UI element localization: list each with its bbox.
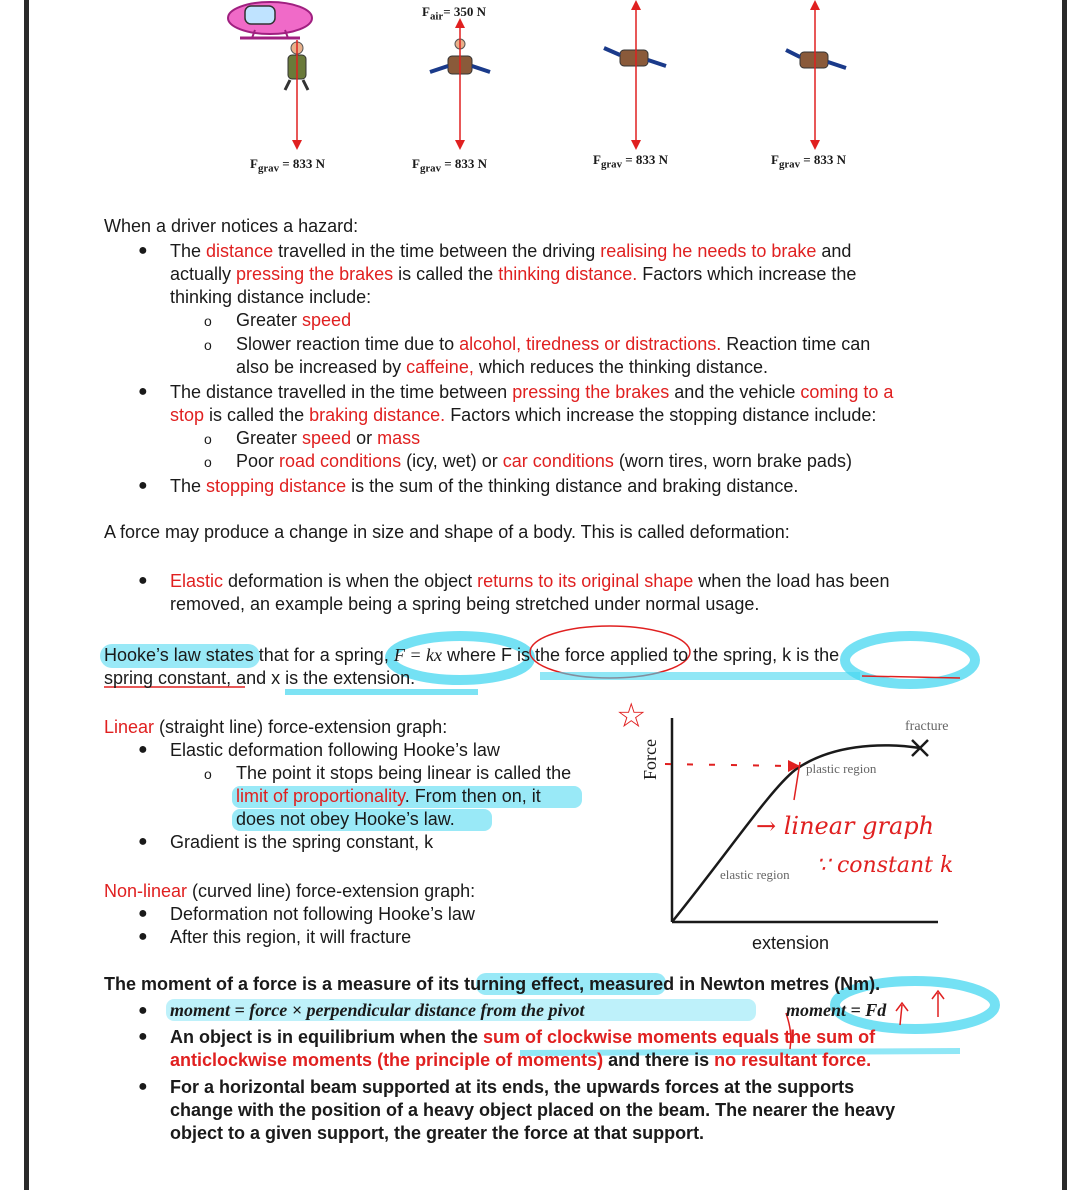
deform-intro: A force may produce a change in size and shape of a body. This is called deformation: [104, 522, 790, 542]
linear-b1: Elastic deformation following Hooke’s law [170, 740, 500, 760]
linear-s1-line2: limit of proportionality. From then on, it [236, 786, 541, 806]
chart-xlabel: extension [752, 933, 830, 953]
bullet-icon: ● [138, 741, 148, 758]
bullet-icon: ● [138, 1028, 148, 1045]
hazard-b3: The stopping distance is the sum of the thinking distance and braking distance. [170, 476, 799, 496]
bullet-icon: ● [138, 383, 148, 400]
star-icon: ☆ [616, 696, 647, 736]
deform-elastic-line2: removed, an example being a spring being stretched under normal usage. [170, 594, 760, 614]
helicopter-icon [228, 2, 312, 38]
sub-bullet-icon: o [204, 313, 212, 329]
hazard-s2-line2: also be increased by caffeine, which reduces the thinking distance. [236, 357, 769, 377]
hazard-intro: When a driver notices a hazard: [104, 216, 359, 236]
hazard-s1: Greater speed [236, 310, 352, 330]
bullet-icon: ● [138, 242, 148, 259]
linear-heading: Linear (straight line) force-extension graph: [104, 717, 448, 737]
elastic-region-label: elastic region [720, 867, 790, 882]
bullet-icon: ● [138, 477, 148, 494]
bullet-icon: ● [138, 905, 148, 922]
hooke-line1: Hooke’s law states that for a spring, F = kx where F is the force applied to the spring, k is the [104, 645, 840, 665]
f-air-label: $F_{air}= 350$ N [422, 4, 486, 23]
beam-line1: For a horizontal beam supported at its ends, the upwards forces at the supports [170, 1077, 855, 1097]
f-grav-label-4: $F_{grav} = 833$ N [771, 152, 847, 171]
sub-bullet-icon: o [204, 337, 212, 353]
hazard-s4: Poor road conditions (icy, wet) or car conditions (worn tires, worn brake pads) [236, 451, 852, 471]
bullet-icon: ● [138, 1078, 148, 1095]
f-grav-label-3: $F_{grav} = 833$ N [593, 152, 669, 171]
chart-ylabel: Force [640, 739, 660, 780]
hazard-b2-line2: stop is called the braking distance. Factors which increase the stopping distance include: [170, 405, 877, 425]
skydiver-4-icon [786, 50, 846, 68]
moment-heading: The moment of a force is a measure of its turning effect, measured in Newton metres (Nm). [104, 974, 881, 994]
fracture-label: fracture [905, 719, 949, 734]
sub-bullet-icon: o [204, 766, 212, 782]
hazard-b1-line1: The distance travelled in the time between the driving realising he needs to brake and [170, 241, 852, 261]
hazard-s3: Greater speed or mass [236, 428, 421, 448]
nonlinear-heading: Non-linear (curved line) force-extension graph: [104, 881, 476, 901]
handwritten-note-constant: ∵ constant k [816, 853, 954, 878]
nonlinear-b2: After this region, it will fracture [170, 927, 412, 947]
hazard-b1-line2: actually pressing the brakes is called the thinking distance. Factors which increase the [170, 264, 857, 284]
f-grav-label-1: $F_{grav} = 833$ N [250, 156, 326, 175]
sub-bullet-icon: o [204, 454, 212, 470]
bullet-icon: ● [138, 833, 148, 850]
linear-s1-line3: does not obey Hooke’s law. [236, 809, 455, 829]
plastic-region-label: plastic region [806, 761, 877, 776]
hazard-b1-line3: thinking distance include: [170, 287, 372, 307]
deform-elastic-line1: Elastic deformation is when the object returns to its original shape when the load has been [170, 571, 890, 591]
f-grav-label-2: $F_{grav} = 833$ N [412, 156, 488, 175]
bullet-icon: ● [138, 928, 148, 945]
skydiver-diagram [0, 0, 1080, 190]
skydiver-3-icon [604, 48, 666, 66]
linear-b2: Gradient is the spring constant, k [170, 832, 434, 852]
moment-equation: moment = force × perpendicular distance from the pivot [170, 1000, 585, 1020]
nonlinear-b1: Deformation not following Hooke’s law [170, 904, 475, 924]
beam-line3: object to a given support, the greater the force at that support. [170, 1123, 705, 1143]
hazard-b2-line1: The distance travelled in the time between pressing the brakes and the vehicle coming to a [170, 382, 894, 402]
sub-bullet-icon: o [204, 431, 212, 447]
beam-line2: change with the position of a heavy object placed on the beam. The nearer the heavy [170, 1100, 896, 1120]
linear-s1-line1: The point it stops being linear is called the [236, 763, 572, 783]
handwritten-note-linear: → linear graph [756, 812, 935, 840]
equilibrium-line2: anticlockwise moments (the principle of moments) and there is no resultant force. [170, 1050, 872, 1070]
equilibrium-line1: An object is in equilibrium when the sum of clockwise moments equals the sum of [170, 1027, 876, 1047]
moment-equation-short: moment = Fd [786, 1000, 887, 1020]
hazard-s2-line1: Slower reaction time due to alcohol, tiredness or distractions. Reaction time can [236, 334, 871, 354]
bullet-icon: ● [138, 1002, 148, 1019]
bullet-icon: ● [138, 572, 148, 589]
hooke-line2: spring constant, and x is the extension. [104, 668, 416, 688]
